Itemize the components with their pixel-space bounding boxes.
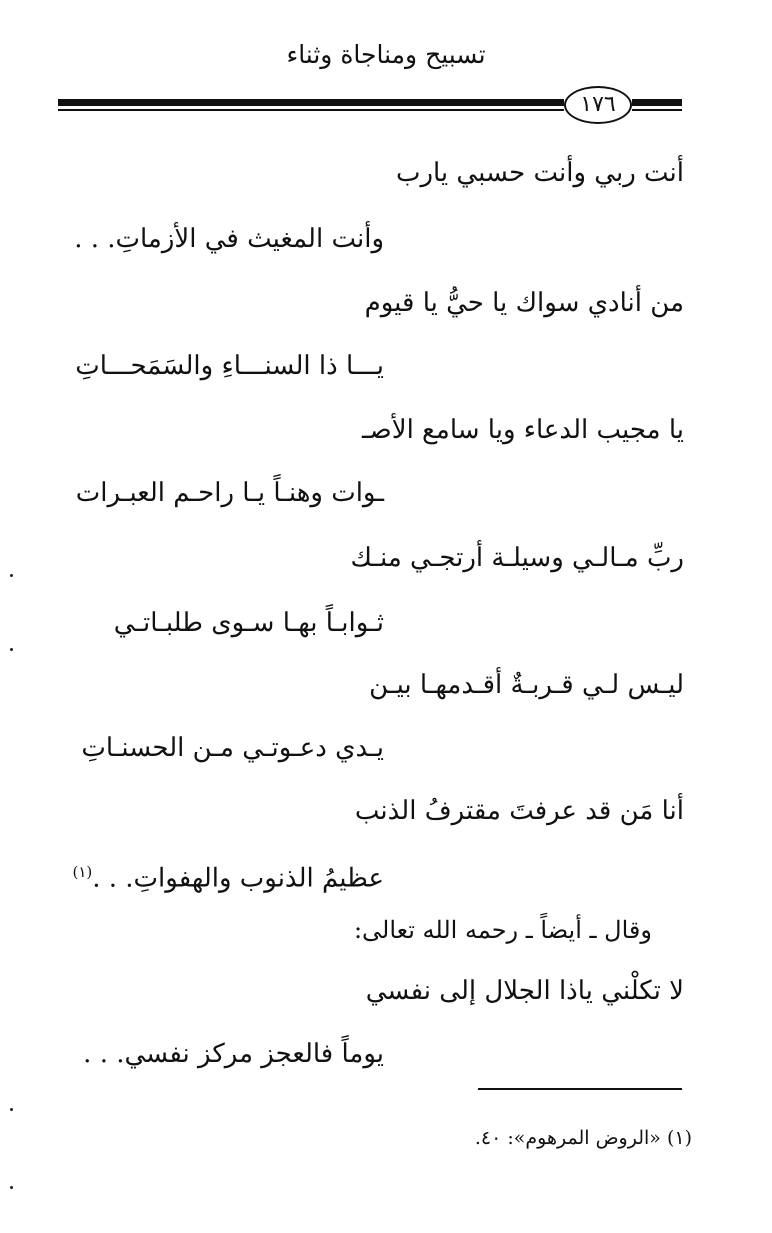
- margin-dot: [10, 648, 13, 651]
- verse-line-12: [72, 855, 384, 896]
- verse-line-3: من أنادي سواك يا حيُّ يا قيوم: [364, 288, 684, 318]
- verse-line-13: لا تكلْني ياذا الجلال إلى نفسي: [365, 976, 684, 1006]
- page-number-badge: ١٧٦: [564, 86, 632, 124]
- footnote-number: (١): [666, 1127, 692, 1149]
- verse-line-5: يا مجيب الدعاء ويا سامع الأصـ: [362, 415, 684, 445]
- verse-line-2: وأنت المغيث في الأزماتِ. . .: [74, 224, 384, 254]
- verse-line-8: ثـوابـاً بهـا سـوى طلبـاتـي: [113, 608, 384, 638]
- header-rule-right: [632, 99, 682, 106]
- verse-line-6: ـوات وهنـاً يـا راحـم العبـرات: [75, 478, 384, 508]
- margin-dot: [10, 1186, 13, 1189]
- header-rule-right-thin: [632, 109, 682, 111]
- verse-line-4: يـــا ذا السنـــاءِ والسَمَحـــاتِ: [75, 351, 384, 381]
- prose-introduction: وقال ـ أيضاً ـ رحمه الله تعالى:: [353, 916, 652, 944]
- page-header-title: تسبيح ومناجاة وثناء: [286, 40, 486, 69]
- margin-dot: [10, 574, 13, 577]
- footnote-separator: [478, 1088, 682, 1090]
- footnote-text: «الروض المرهوم»: ٤٠.: [474, 1127, 661, 1149]
- header-rule-left-thin: [58, 109, 564, 111]
- footnote: [475, 1124, 692, 1152]
- header-rule-left: [58, 99, 564, 106]
- verse-line-12-text: عظيمُ الذنوب والهفواتِ. . .: [92, 863, 384, 894]
- verse-line-9: ليـس لـي قـربـةٌ أقـدمهـا بيـن: [369, 670, 684, 700]
- verse-line-7: ربِّ مـالـي وسيلـة أرتجـي منـك: [350, 543, 684, 573]
- verse-line-10: يـدي دعـوتـي مـن الحسنـاتِ: [81, 733, 384, 763]
- footnote-reference-marker: (١): [72, 863, 93, 881]
- verse-line-11: أنا مَن قد عرفتَ مقترفُ الذنب: [354, 796, 684, 826]
- verse-line-14: يوماً فالعجز مركز نفسي. . .: [83, 1039, 384, 1069]
- margin-dot: [10, 1108, 13, 1111]
- verse-line-1: أنت ربي وأنت حسبي يارب: [395, 158, 684, 188]
